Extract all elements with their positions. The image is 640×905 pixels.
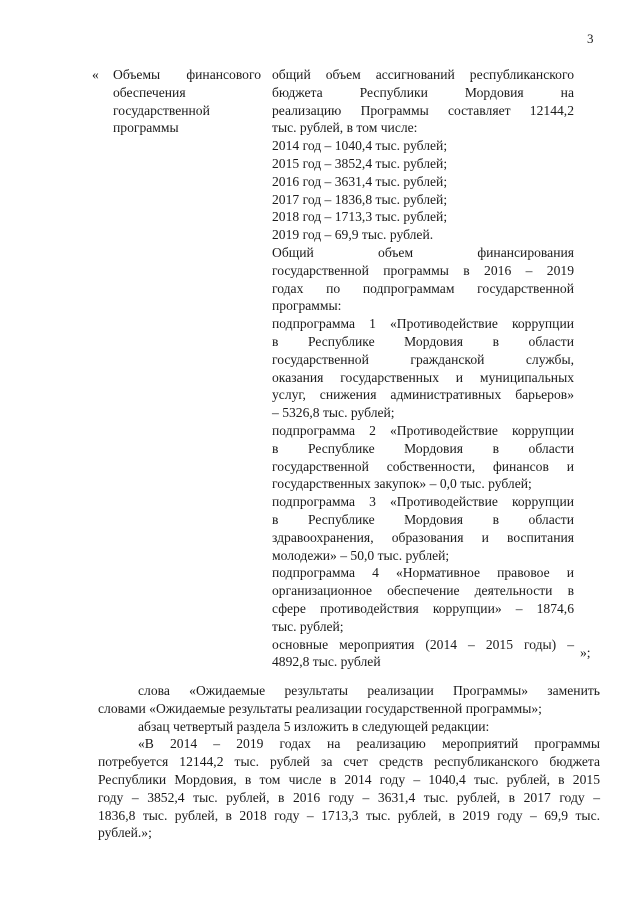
right-cell-line: сфере противодействия коррупции» – 1874,6 [272, 600, 574, 616]
right-cell-line: тыс. рублей, в том числе: [272, 120, 418, 136]
paragraph-line: словами «Ожидаемые результаты реализации государственной программы»; [98, 700, 542, 716]
right-cell-line: в Республике Мордовия в области [272, 333, 574, 349]
paragraph-line: слова «Ожидаемые результаты реализации Программы» заменить [138, 683, 600, 698]
right-cell-line: здравоохранения, образования и воспитания [272, 529, 574, 545]
right-cell-line: государственной собственности, финансов и [272, 458, 574, 474]
left-cell-line: программы [113, 120, 179, 136]
left-cell-line: государственной [113, 102, 210, 118]
right-cell-line: государственной гражданской службы, [272, 351, 574, 367]
right-cell-line: услуг, снижения административных барьеров» [272, 387, 574, 403]
right-cell-line: годах по подпрограммам государственной [272, 280, 574, 296]
paragraph-line: Республики Мордовия, в том числе в 2014 году – 1040,4 тыс. рублей, в 2015 [98, 771, 600, 787]
paragraph-line: 1836,8 тыс. рублей, в 2018 году – 1713,3 тыс. рублей, в 2019 году – 69,9 тыс. [98, 807, 600, 823]
right-cell-line: бюджета Республики Мордовия на [272, 84, 574, 100]
right-cell-line: в Республике Мордовия в области [272, 511, 574, 527]
right-cell-line: 2017 год – 1836,8 тыс. рублей; [272, 191, 448, 207]
paragraph-line: «В 2014 – 2019 годах на реализацию мероприятий программы [138, 736, 600, 752]
paragraph-line: абзац четвертый раздела 5 изложить в следующей редакции: [138, 718, 490, 734]
right-cell-line: государственных закупок» – 0,0 тыс. рублей; [272, 476, 532, 492]
right-cell-line: 2016 год – 3631,4 тыс. рублей; [272, 173, 448, 189]
right-cell-line: 2015 год – 3852,4 тыс. рублей; [272, 155, 448, 171]
right-cell-line: подпрограмма 4 «Нормативное правовое и [272, 565, 574, 581]
right-cell-line: подпрограмма 2 «Противодействие коррупции [272, 422, 574, 438]
right-cell-line: подпрограмма 3 «Противодействие коррупции [272, 494, 574, 510]
right-cell-line: общий объем ассигнований республиканского [272, 67, 574, 82]
right-cell-line: 2014 год – 1040,4 тыс. рублей; [272, 138, 448, 154]
right-cell-line: 4892,8 тыс. рублей [272, 654, 381, 670]
right-cell-line: 2019 год – 69,9 тыс. рублей. [272, 227, 434, 243]
body-text [98, 682, 600, 842]
table-close-quote: »; [580, 645, 591, 660]
right-cell-line: оказания государственных и муниципальных [272, 369, 574, 385]
paragraph-line: году – 3852,4 тыс. рублей, в 2016 году – 3631,4 тыс. рублей, в 2017 году – [98, 789, 600, 805]
page-number: 3 [587, 31, 594, 46]
left-cell-line: обеспечения [113, 84, 186, 100]
right-cell-line: государственной программы в 2016 – 2019 [272, 262, 574, 278]
table-open-quote: « [92, 67, 99, 82]
right-cell-line: Общий объем финансирования [272, 244, 574, 260]
right-cell-line: подпрограмма 1 «Противодействие коррупции [272, 316, 574, 332]
right-cell-line: – 5326,8 тыс. рублей; [272, 405, 395, 421]
left-cell-line: Объемы финансового [113, 67, 261, 82]
right-cell-line: в Республике Мордовия в области [272, 440, 574, 456]
table-right-cell [272, 66, 574, 671]
right-cell-line: 2018 год – 1713,3 тыс. рублей; [272, 209, 448, 225]
right-cell-line: программы: [272, 298, 342, 314]
right-cell-line: организационное обеспечение деятельности в [272, 583, 574, 599]
paragraph-line: потребуется 12144,2 тыс. рублей за счет средств республиканского бюджета [98, 754, 600, 770]
right-cell-line: основные мероприятия (2014 – 2015 годы) – [272, 636, 574, 652]
table-left-cell [113, 66, 261, 137]
right-cell-line: молодежи» – 50,0 тыс. рублей; [272, 547, 450, 563]
right-cell-line: реализацию Программы составляет 12144,2 [272, 102, 574, 118]
paragraph-line: рублей.»; [98, 825, 152, 841]
right-cell-line: тыс. рублей; [272, 618, 344, 634]
